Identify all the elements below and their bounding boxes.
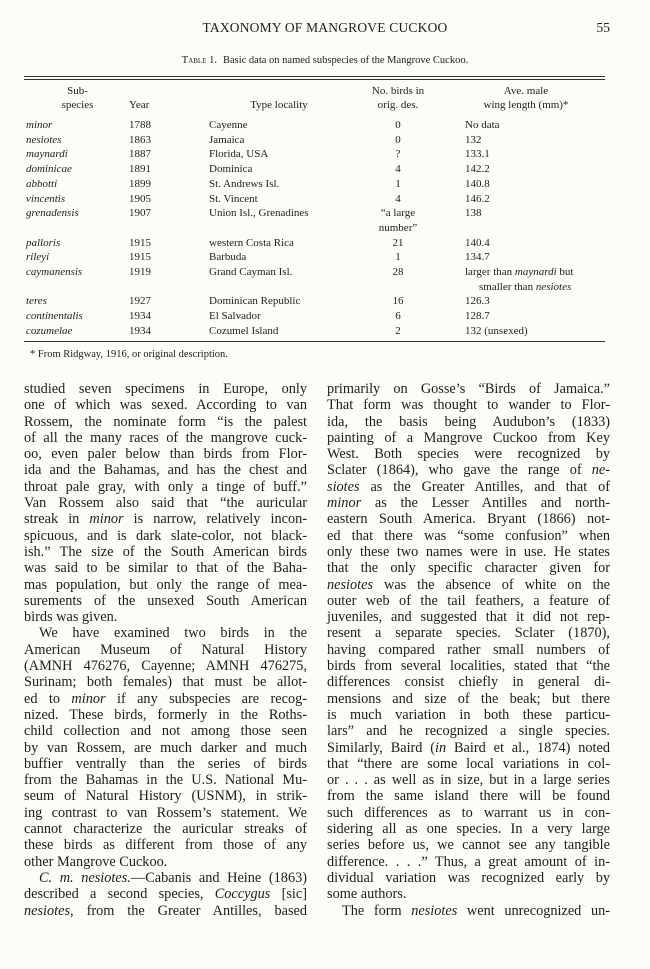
cell-wing-length: 133.1 xyxy=(465,148,490,161)
text-line: Similarly, Baird (in Baird et al., 1874) noted xyxy=(327,739,610,756)
cell-year: 1907 xyxy=(129,207,151,220)
table-row xyxy=(24,147,605,162)
cell-birds: 16 xyxy=(392,295,404,308)
subspecies-table xyxy=(24,76,605,342)
text-line: buffier ventrally than the series of birds xyxy=(24,755,307,772)
column-header-subspecies: Sub- species xyxy=(61,85,94,111)
text-line: outer web of the tail feathers, a feature of xyxy=(327,592,610,609)
text-line: ish.” The size of the South American birds xyxy=(24,543,307,560)
text-line: ida and the Bahamas, and has the chest and xyxy=(24,462,307,479)
table-row xyxy=(24,236,605,251)
cell-wing-length: 126.3 xyxy=(465,295,490,308)
text-line: siotes as the Greater Antilles, and that of xyxy=(327,478,610,495)
cell-birds: 28 xyxy=(392,266,404,279)
text-line: other Mangrove Cuckoo. xyxy=(24,853,168,870)
table-row xyxy=(24,294,605,309)
text-line: series before us, we cannot see any tangible xyxy=(327,837,610,854)
cell-type-locality: Union Isl., Grenadines xyxy=(209,207,309,220)
cell-wing-length: 132 xyxy=(465,133,482,146)
cell-type-locality: western Costa Rica xyxy=(209,236,294,249)
cell-wing-length: 128.7 xyxy=(465,310,490,323)
cell-birds: 4 xyxy=(395,163,401,176)
text-line: resent a separate species. Sclater (1870), xyxy=(327,625,610,642)
text-line: described a second species, Coccygus [sic] xyxy=(24,886,307,903)
column-header-type-locality: Type locality xyxy=(250,99,308,111)
text-line: these birds as different from those of any xyxy=(24,837,307,854)
cell-birds: 0 xyxy=(395,133,401,146)
text-line: The form nesiotes went unrecognized un- xyxy=(342,902,611,919)
cell-birds: ? xyxy=(395,148,401,161)
text-line: having compared rather small numbers of xyxy=(327,641,610,658)
table-row xyxy=(24,324,605,341)
paragraph xyxy=(24,381,307,625)
text-line: of all the many races of the mangrove cuck- xyxy=(24,429,307,446)
cell-birds: 1 xyxy=(395,251,401,264)
table-row xyxy=(24,265,605,294)
text-line: West. Both species were recognized by xyxy=(327,446,610,463)
cell-subspecies: abbotti xyxy=(26,177,58,190)
table-label: Table 1. xyxy=(181,55,217,66)
text-line: Rossem, the nominate form “is the palest xyxy=(24,413,307,430)
cell-year: 1863 xyxy=(129,133,151,146)
text-line: studied seven specimens in Europe, only xyxy=(24,381,307,397)
cell-year: 1887 xyxy=(129,148,151,161)
text-line: oo, even paler below than birds from Flor- xyxy=(24,446,307,463)
text-line: primarily on Gosse’s “Birds of Jamaica.” xyxy=(327,381,610,397)
text-line: difference. . . .” Thus, a great amount of in- xyxy=(327,853,610,870)
text-line: American Museum of Natural History xyxy=(24,641,307,658)
text-line: is much variation in both these particu- xyxy=(327,706,610,723)
column-header-birds: No. birds in orig. des. xyxy=(371,85,425,111)
paragraph xyxy=(327,903,610,919)
cell-type-locality: Dominican Republic xyxy=(209,295,301,308)
text-line: That form was thought to wander to Flor- xyxy=(327,397,610,414)
cell-type-locality: Cayenne xyxy=(209,119,248,131)
paragraph xyxy=(327,381,610,903)
cell-year: 1915 xyxy=(129,251,151,264)
cell-wing-length: 142.2 xyxy=(465,163,490,176)
cell-subspecies: teres xyxy=(26,295,47,308)
cell-subspecies: minor xyxy=(26,119,53,131)
cell-subspecies: continentalis xyxy=(26,310,83,323)
text-line: Sclater (1864), who gave the range of ne- xyxy=(327,462,610,479)
text-line: minor as the Lesser Antilles and north- xyxy=(327,495,610,512)
text-line: some authors. xyxy=(327,886,407,903)
cell-type-locality: St. Andrews Isl. xyxy=(209,177,280,190)
text-line: mensions and size of the beak; but there xyxy=(327,690,610,707)
text-line: mas population, but only the range of mea- xyxy=(24,576,307,593)
table-footnote: * From Ridgway, 1916, or original description. xyxy=(30,349,228,360)
cell-year: 1934 xyxy=(129,324,151,337)
text-line: child collection and not among those seen xyxy=(24,723,307,740)
text-line: birds was given. xyxy=(24,609,118,626)
table-row xyxy=(24,177,605,192)
table-row xyxy=(24,162,605,177)
text-line: ing contrast to van Rossem’s statement. We xyxy=(24,804,307,821)
cell-birds: “a large number” xyxy=(378,207,418,234)
cell-wing-length: 132 (unsexed) xyxy=(465,324,528,337)
text-line: cannot characterize the auricular streaks of xyxy=(24,821,307,838)
cell-year: 1788 xyxy=(129,119,151,131)
cell-subspecies: dominicae xyxy=(26,163,72,176)
cell-year: 1899 xyxy=(129,177,151,190)
table-row xyxy=(24,133,605,148)
text-line: Surinam; both females) that must be allot- xyxy=(24,674,307,691)
text-line: painting of a Mangrove Cuckoo from Key xyxy=(327,429,610,446)
text-line: from the same island there will be found xyxy=(327,788,610,805)
cell-wing-length: 140.4 xyxy=(465,236,490,249)
cell-birds: 2 xyxy=(395,324,401,337)
cell-type-locality: Grand Cayman Isl. xyxy=(209,266,293,279)
text-line: lars” and he recognized a single species. xyxy=(327,723,610,740)
cell-wing-length: 140.8 xyxy=(465,177,490,190)
text-line: nized. These birds, formerly in the Roths- xyxy=(24,706,307,723)
text-line: differences consist chiefly in general di- xyxy=(327,674,610,691)
text-line: Van Rossem also said that “the auricular xyxy=(24,495,307,512)
text-line: that “there are some local variations in col- xyxy=(327,755,610,772)
page-number: 55 xyxy=(596,20,610,35)
text-line: was said to be similar to that of the Baha- xyxy=(24,560,307,577)
text-line: or . . . as well as in size, but in a large series xyxy=(327,772,610,789)
text-line: spicuous, and is dark slate-color, not black- xyxy=(24,527,307,544)
cell-birds: 21 xyxy=(392,236,404,249)
cell-birds: 4 xyxy=(395,192,401,205)
table-body xyxy=(24,115,605,341)
left-column xyxy=(24,381,307,919)
text-line: ed to minor if any subspecies are recog- xyxy=(24,690,308,707)
text-line: nesiotes, from the Greater Antilles, based xyxy=(24,902,307,919)
text-line: sidering all as one species. In a very large xyxy=(327,821,610,838)
cell-subspecies: rileyi xyxy=(26,251,50,264)
text-line: juveniles, and suggested that it did not rep- xyxy=(327,609,610,626)
table-row xyxy=(24,250,605,265)
cell-type-locality: Barbuda xyxy=(209,251,247,264)
cell-year: 1905 xyxy=(129,192,151,205)
cell-subspecies: vincentis xyxy=(26,192,66,205)
text-line: nesiotes was the absence of white on the xyxy=(327,576,610,593)
cell-wing-length: 134.7 xyxy=(465,251,490,264)
text-line: throat pale gray, with only a tinge of buff.” xyxy=(24,478,307,495)
cell-year: 1927 xyxy=(129,295,151,308)
text-line: ed that there was “some confusion” when xyxy=(327,527,610,544)
table-row xyxy=(24,192,605,207)
cell-type-locality: Florida, USA xyxy=(209,148,269,161)
text-line: streak in minor is narrow, relatively incon- xyxy=(24,511,307,528)
cell-subspecies: grenadensis xyxy=(26,207,79,220)
text-line: birds from several localities, stated that “the xyxy=(327,658,610,675)
cell-wing-length: 146.2 xyxy=(465,192,490,205)
cell-year: 1891 xyxy=(129,163,151,176)
table-row xyxy=(24,115,605,133)
cell-year: 1919 xyxy=(129,266,151,279)
table-row xyxy=(24,309,605,324)
table-bottom-rule xyxy=(24,341,605,342)
cell-subspecies: caymanensis xyxy=(26,266,83,279)
table-caption xyxy=(0,55,650,66)
cell-subspecies: palloris xyxy=(26,236,61,249)
text-line: one of which was sexed. According to van xyxy=(24,397,307,414)
table-row xyxy=(24,206,605,235)
text-line: from the Bahamas in the U.S. National Mu- xyxy=(24,772,307,789)
text-line: eastern South America. Bryant (1866) not- xyxy=(327,511,610,528)
paragraph xyxy=(24,625,307,869)
text-line: dividual variation was recognized early by xyxy=(327,869,610,886)
cell-wing-length: 138 xyxy=(465,207,482,220)
cell-year: 1915 xyxy=(129,236,151,249)
cell-type-locality: St. Vincent xyxy=(209,192,258,205)
cell-type-locality: Dominica xyxy=(209,163,253,176)
column-header-wing-length: Ave. male wing length (mm)* xyxy=(483,85,569,111)
cell-type-locality: El Salvador xyxy=(209,310,261,323)
cell-birds: 1 xyxy=(395,177,401,190)
table-caption-text: Basic data on named subspecies of the Mangrove Cuckoo. xyxy=(222,55,469,66)
cell-wing-length: larger than maynardi but smaller than nesiotes xyxy=(465,266,574,293)
text-line: We have examined two birds in the xyxy=(39,625,307,642)
cell-subspecies: cozumelae xyxy=(26,324,73,337)
paragraph xyxy=(24,870,307,919)
cell-year: 1934 xyxy=(129,310,151,323)
cell-subspecies: maynardi xyxy=(26,148,68,161)
cell-birds: 0 xyxy=(395,119,401,131)
text-line: such differences as to warrant us in con- xyxy=(327,804,610,821)
column-header-year: Year xyxy=(129,99,150,111)
cell-type-locality: Cozumel Island xyxy=(209,324,279,337)
text-line: that the only specific character given for xyxy=(327,560,610,577)
cell-wing-length: No data xyxy=(465,119,500,131)
text-line: seum of Natural History (USNM), in strik- xyxy=(24,788,307,805)
text-line: by van Rossem, are much darker and much xyxy=(24,739,307,756)
table-header-row xyxy=(24,80,605,115)
cell-birds: 6 xyxy=(395,310,401,323)
text-line: C. m. nesiotes.—Cabanis and Heine (1863) xyxy=(39,869,307,886)
text-line: surements of the unsexed South American xyxy=(24,592,307,609)
running-head: TAXONOMY OF MANGROVE CUCKOO xyxy=(202,20,448,35)
text-line: (AMNH 476276, Cayenne; AMNH 476275, xyxy=(24,658,307,675)
text-line: ida, the basis being Audubon’s (1833) xyxy=(327,413,610,430)
right-column xyxy=(327,381,610,919)
text-line: only these two names were in use. He states xyxy=(327,543,610,560)
cell-type-locality: Jamaica xyxy=(209,133,245,146)
cell-subspecies: nesiotes xyxy=(26,133,62,146)
